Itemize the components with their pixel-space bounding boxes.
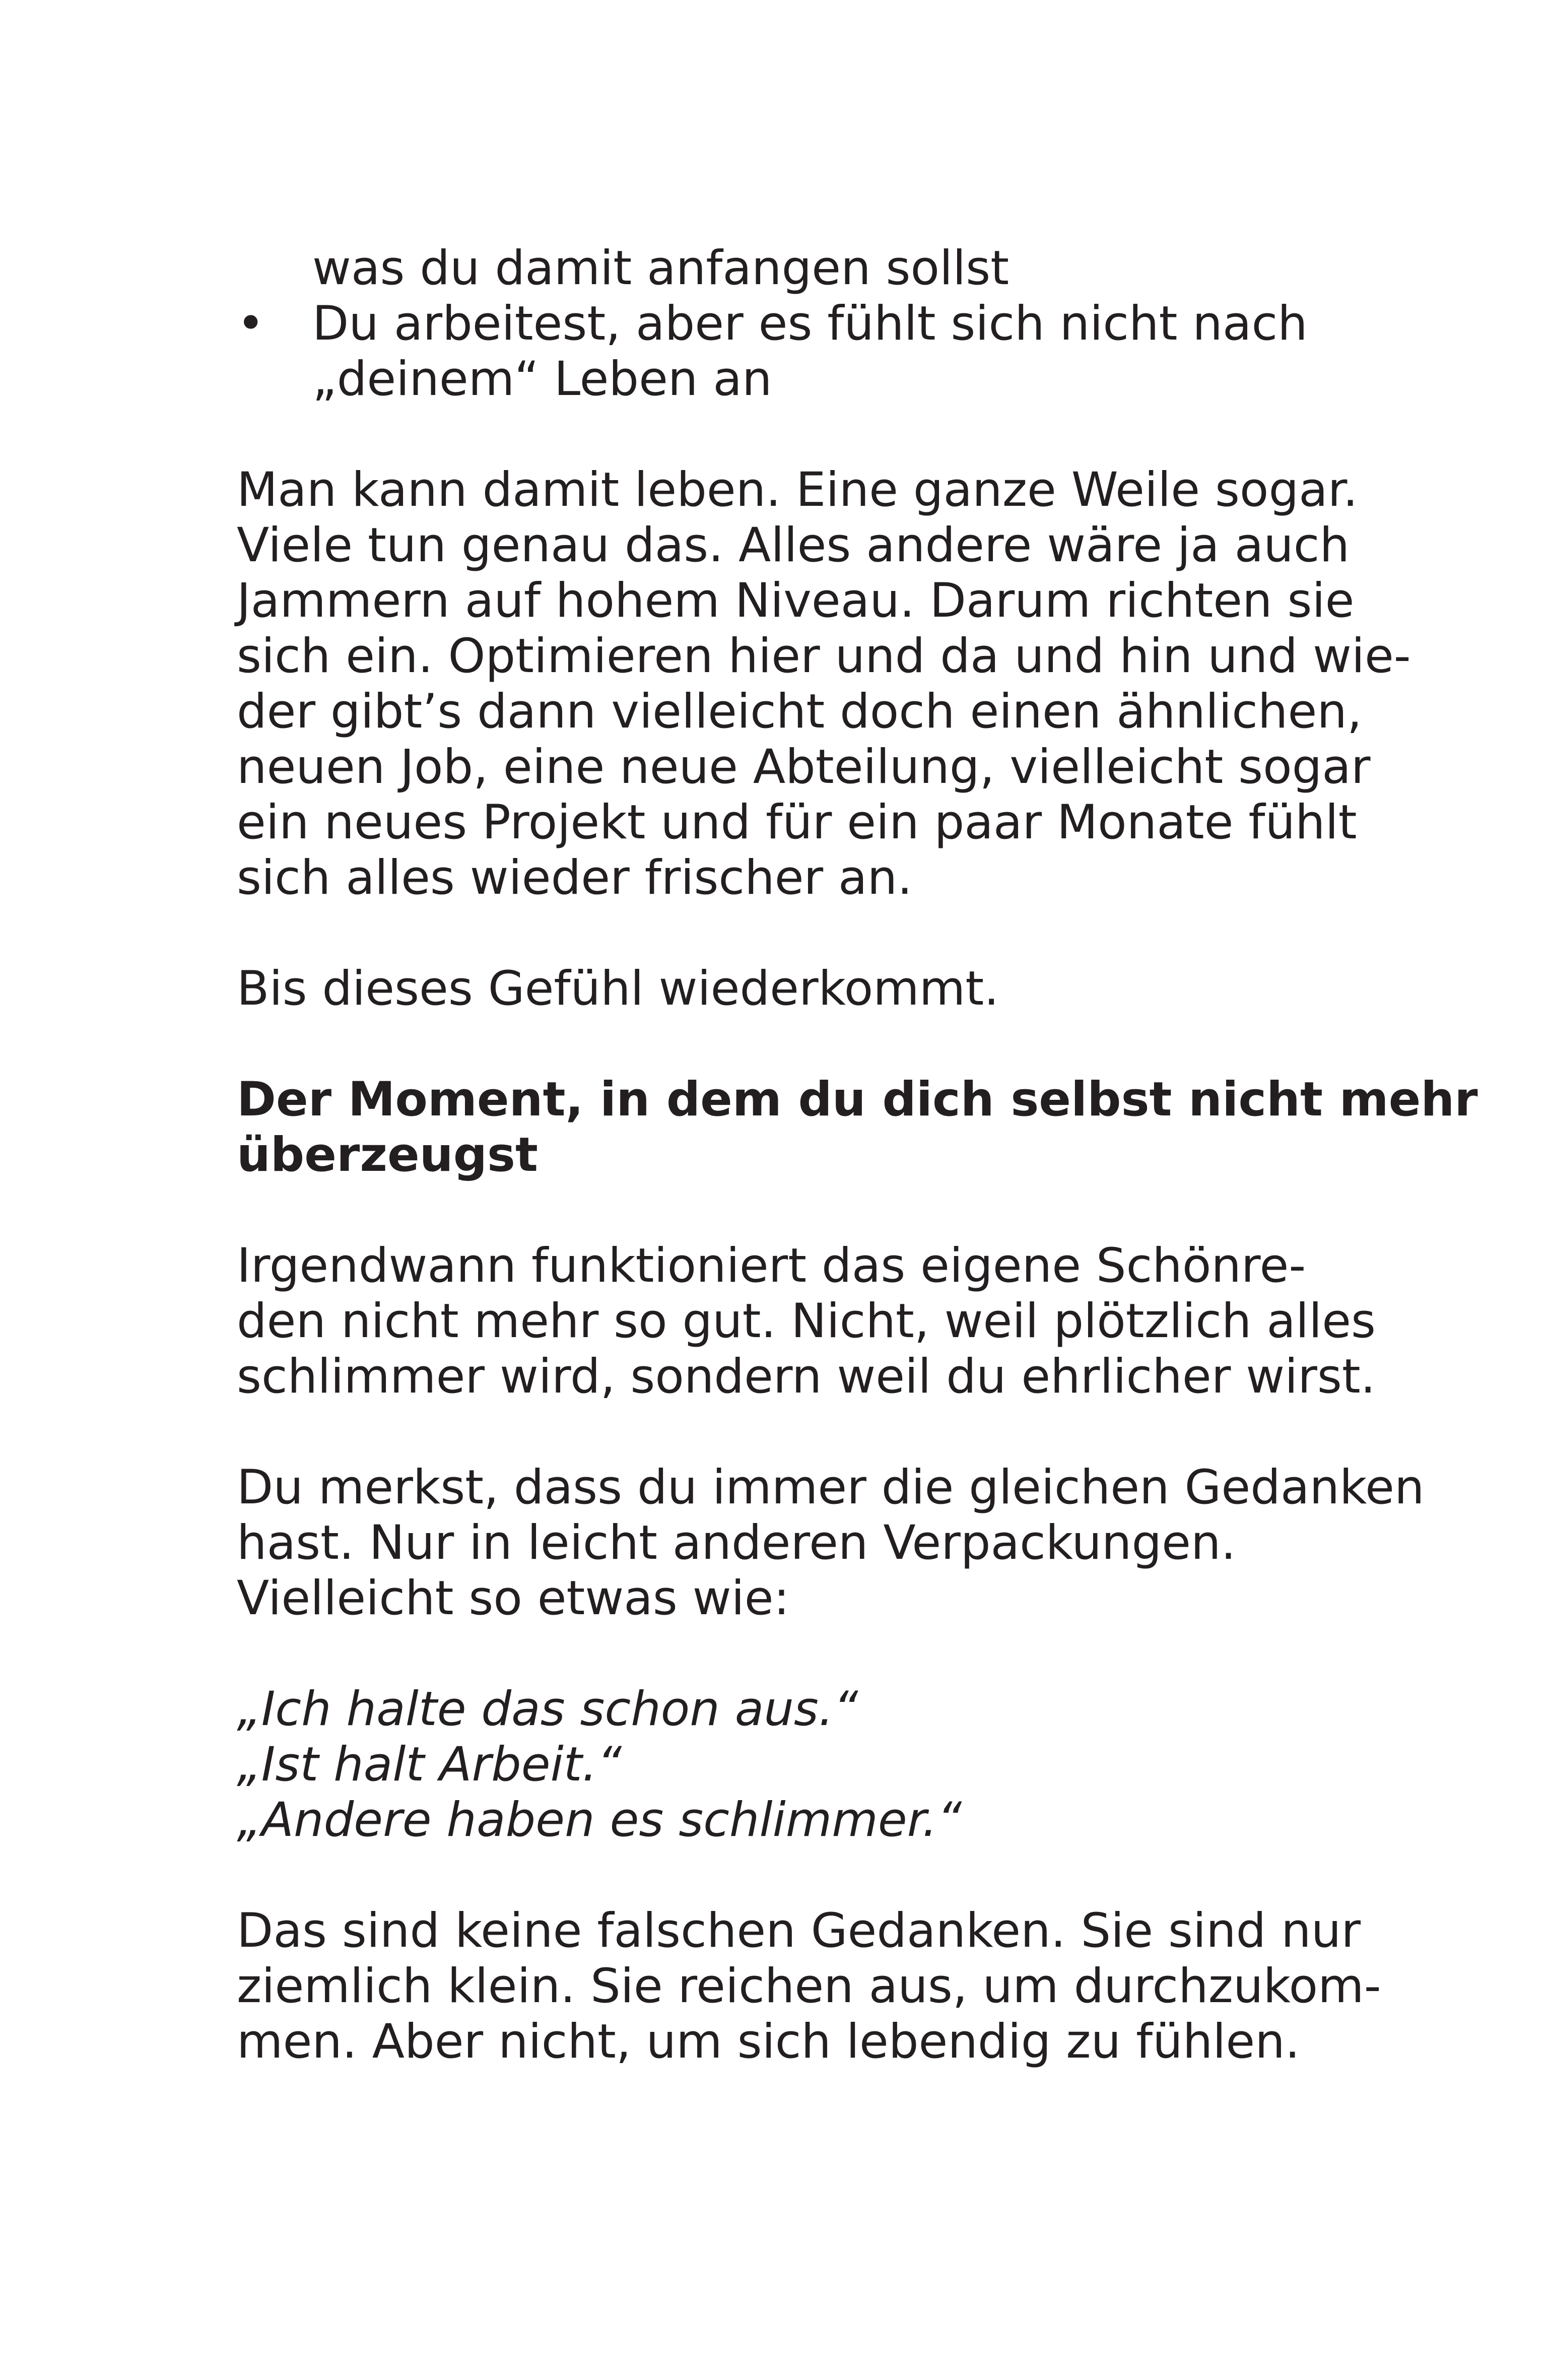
text-line: men. Aber nicht, um sich lebendig zu fühlen. (237, 2014, 1300, 2069)
text-line: der gibt’s dann vielleicht doch einen ähnlichen, (237, 684, 1362, 739)
text-line: Vielleicht so etwas wie: (237, 1571, 790, 1626)
text-line: Bis dieses Gefühl wiederkommt. (237, 961, 999, 1016)
text-line: den nicht mehr so gut. Nicht, weil plötzlich alles (237, 1294, 1376, 1349)
text-line: Man kann damit leben. Eine ganze Weile sogar. (237, 462, 1358, 517)
text-line: hast. Nur in leicht anderen Verpackungen. (237, 1515, 1236, 1570)
paragraph-3 (237, 1238, 1376, 1405)
quote-line: „Ich halte das schon aus.“ (237, 1682, 858, 1737)
paragraph-5 (237, 1903, 1381, 2070)
list-item-continuation (237, 352, 1325, 407)
section-heading (237, 1072, 1478, 1183)
quote-block (237, 1682, 1325, 1848)
text-line: Jammern auf hohem Niveau. Darum richten sie (237, 573, 1355, 628)
bullet-list (237, 241, 1325, 407)
text-line: neuen Job, eine neue Abteilung, vielleicht sogar (237, 740, 1371, 795)
quote-line: „Ist halt Arbeit.“ (237, 1737, 622, 1792)
text-line: Irgendwann funktioniert das eigene Schönre- (237, 1238, 1306, 1293)
bullet-marker: • (237, 296, 265, 351)
heading-line: Der Moment, in dem du dich selbst nicht mehr (237, 1072, 1478, 1127)
list-item-text: was du damit anfangen sollst (312, 241, 1010, 296)
text-line: schlimmer wird, sondern weil du ehrlicher wirst. (237, 1349, 1376, 1404)
text-line: ziemlich klein. Sie reichen aus, um durchzukom- (237, 1959, 1381, 2014)
text-line: Du merkst, dass du immer die gleichen Gedanken (237, 1460, 1425, 1515)
text-line: Das sind keine falschen Gedanken. Sie sind nur (237, 1903, 1361, 1958)
text-line: sich ein. Optimieren hier und da und hin und wie- (237, 629, 1411, 684)
list-item (237, 296, 1325, 352)
quote-line: „Andere haben es schlimmer.“ (237, 1793, 962, 1847)
text-line: ein neues Projekt und für ein paar Monate fühlt (237, 795, 1357, 850)
list-item-text: „deinem“ Leben an (312, 352, 772, 407)
paragraph-1 (237, 462, 1411, 906)
paragraph-4 (237, 1460, 1425, 1626)
heading-line: überzeugst (237, 1128, 538, 1182)
list-item-text: Du arbeitest, aber es fühlt sich nicht nach (312, 296, 1308, 351)
list-item-continuation (237, 241, 1325, 296)
page-text (237, 241, 1478, 2070)
paragraph-2 (237, 961, 1325, 1017)
text-line: sich alles wieder frischer an. (237, 850, 913, 905)
text-line: Viele tun genau das. Alles andere wäre ja auch (237, 518, 1350, 573)
